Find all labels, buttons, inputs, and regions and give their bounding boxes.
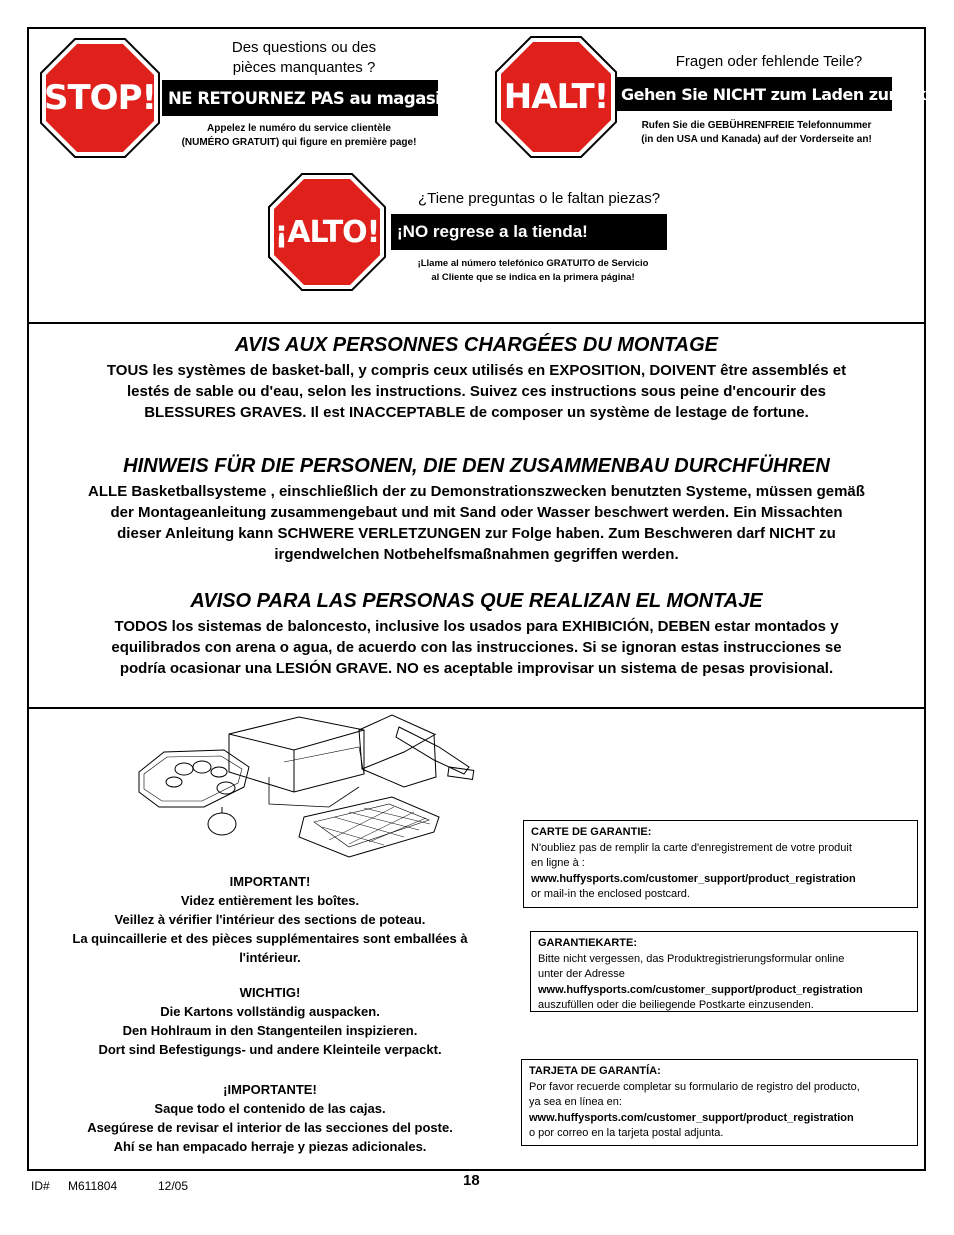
stop-sign-icon — [39, 37, 161, 159]
notice-line: podría ocasionar una LESIÓN GRAVE. NO es aceptable improvisar un sistema de pesas provisional. — [119, 660, 834, 677]
warranty-url[interactable]: www.huffysports.com/customer_support/product_registration — [531, 872, 856, 885]
footer-id-label: ID# — [31, 1179, 50, 1193]
notice-line: lestés de sable ou d'eau, selon les instructions. Suivez ces instructions sous peine d'encourir des — [126, 383, 826, 400]
assembly-notices-section — [29, 324, 924, 709]
important-line: WICHTIG! — [239, 985, 301, 1000]
notice-line: der Montageanleitung zusammengebaut und mit Sand oder Wasser beschwert werden. Ein Missachten — [110, 504, 843, 521]
unpacking-illustration — [134, 712, 484, 882]
notice-title-de: HINWEIS FÜR DIE PERSONEN, DIE DEN ZUSAMMENBAU DURCHFÜHREN — [123, 455, 830, 477]
important-line: Saque todo el contenido de las cajas. — [154, 1101, 386, 1116]
spanish-banner: ¡NO regrese a la tienda! — [391, 214, 667, 250]
notice-line: dieser Anleitung kann SCHWERE VERLETZUNGEN zur Folge haben. Zum Beschweren darf NICHT zu — [117, 525, 836, 542]
base-tank-icon — [139, 750, 249, 835]
halt-sign-label: HALT! — [503, 77, 609, 117]
important-fr — [29, 872, 511, 967]
french-note-line: (NUMÉRO GRATUIT) qui figure en première page! — [181, 137, 417, 148]
warranty-text: auszufüllen oder die beiliegende Postkarte einzusenden. — [538, 999, 814, 1011]
unpacking-section — [29, 709, 924, 1169]
spanish-note-line: ¡Llame al número telefónico GRATUITO de Servicio — [417, 258, 649, 269]
warranty-text: N'oubliez pas de remplir la carte d'enregistrement de votre produit — [531, 841, 852, 854]
warranty-url[interactable]: www.huffysports.com/customer_support/product_registration — [538, 983, 863, 996]
notice-body-de — [29, 481, 924, 565]
important-line: La quincaillerie et des pièces supplémentaires sont emballées à — [72, 931, 468, 946]
german-question: Fragen oder fehlende Teile? — [675, 53, 863, 70]
important-line: Ahí se han empacado herraje y piezas adicionales. — [113, 1139, 427, 1154]
important-line: Den Hohlraum in den Stangenteilen inspizieren. — [122, 1023, 418, 1038]
page-frame — [27, 27, 933, 1171]
french-note — [147, 122, 451, 150]
warranty-text: Bitte nicht vergessen, das Produktregistrierungsformular online — [538, 952, 845, 965]
warranty-text: or mail-in the enclosed postcard. — [531, 888, 690, 900]
spanish-note — [375, 257, 691, 285]
alto-sign-icon — [267, 172, 387, 292]
warranty-title: TARJETA DE GARANTÍA: — [529, 1065, 661, 1077]
notice-line: TODOS los sistemas de baloncesto, inclusive los usados para EXHIBICIÓN, DEBEN estar montados y — [114, 618, 839, 635]
french-question-line: pièces manquantes ? — [232, 59, 376, 76]
stop-sign-label: STOP! — [43, 78, 156, 118]
notice-body-es — [29, 616, 924, 679]
stop-signs-section — [29, 29, 933, 324]
important-line: Die Kartons vollständig auspacken. — [160, 1004, 380, 1019]
footer-id: M611804 — [68, 1179, 118, 1193]
footer-date: 12/05 — [158, 1179, 189, 1193]
spanish-note-line: al Cliente que se indica en la primera página! — [431, 272, 635, 283]
french-banner: NE RETOURNEZ PAS au magasin ! — [162, 80, 438, 116]
warranty-card-es — [521, 1059, 918, 1146]
notice-line: TOUS les systèmes de basket-ball, y compris ceux utilisés en EXPOSITION, DOIVENT être assemblés et — [106, 362, 847, 379]
german-note-line: (in den USA und Kanada) auf der Vorderseite an! — [641, 134, 872, 145]
warranty-text: o por correo en la tarjeta postal adjunta. — [529, 1127, 724, 1139]
important-de — [29, 983, 511, 1059]
german-note — [599, 119, 914, 147]
notice-body-fr — [29, 360, 924, 423]
important-line: Veillez à vérifier l'intérieur des sections de poteau. — [114, 912, 426, 927]
notice-line: BLESSURES GRAVES. Il est INACCEPTABLE de composer un système de lestage de fortune. — [144, 404, 809, 421]
important-line: l'intérieur. — [239, 950, 301, 965]
pole-section-icon — [359, 715, 474, 787]
important-line: ¡IMPORTANTE! — [223, 1082, 317, 1097]
warranty-title: GARANTIEKARTE: — [538, 937, 637, 949]
notice-title-es: AVISO PARA LAS PERSONAS QUE REALIZAN EL MONTAJE — [190, 590, 763, 612]
notice-line: irgendwelchen Notbehelfsmaßnahmen gegriffen werden. — [274, 546, 679, 563]
french-question — [189, 38, 419, 78]
warranty-text: en ligne à : — [531, 857, 585, 869]
notice-line: ALLE Basketballsysteme , einschließlich der zu Demonstrationszwecken benutzten Systeme, müssen gemäß — [88, 483, 865, 500]
carton-box-icon — [229, 717, 364, 807]
important-line: IMPORTANT! — [229, 874, 311, 889]
german-banner: Gehen Sie NICHT zum Laden zurück! — [617, 77, 892, 111]
important-es — [29, 1080, 511, 1156]
warranty-card-de — [530, 931, 918, 1012]
warranty-card-fr — [523, 820, 918, 908]
notice-line: equilibrados con arena o agua, de acuerdo con las instrucciones. Si se ignoran estas instrucciones se — [111, 639, 842, 656]
backboard-frame-icon — [299, 797, 439, 857]
warranty-url[interactable]: www.huffysports.com/customer_support/product_registration — [529, 1111, 854, 1124]
page-number: 18 — [463, 1172, 480, 1189]
warranty-text: unter der Adresse — [538, 968, 625, 980]
alto-sign-label: ¡ALTO! — [274, 214, 380, 250]
important-line: Dort sind Befestigungs- und andere Kleinteile verpackt. — [98, 1042, 442, 1057]
german-note-line: Rufen Sie die GEBÜHRENFREIE Telefonnummer — [641, 120, 872, 131]
important-line: Videz entièrement les boîtes. — [180, 893, 360, 908]
warranty-text: ya sea en línea en: — [529, 1096, 622, 1108]
warranty-title: CARTE DE GARANTIE: — [531, 826, 652, 838]
french-note-line: Appelez le numéro du service clientèle — [207, 123, 391, 134]
important-line: Asegúrese de revisar el interior de las secciones del poste. — [87, 1120, 453, 1135]
spanish-question: ¿Tiene preguntas o le faltan piezas? — [417, 190, 661, 207]
notice-title-fr: AVIS AUX PERSONNES CHARGÉES DU MONTAGE — [234, 334, 719, 356]
warranty-text: Por favor recuerde completar su formulario de registro del producto, — [529, 1080, 860, 1093]
french-question-line: Des questions ou des — [231, 39, 377, 56]
